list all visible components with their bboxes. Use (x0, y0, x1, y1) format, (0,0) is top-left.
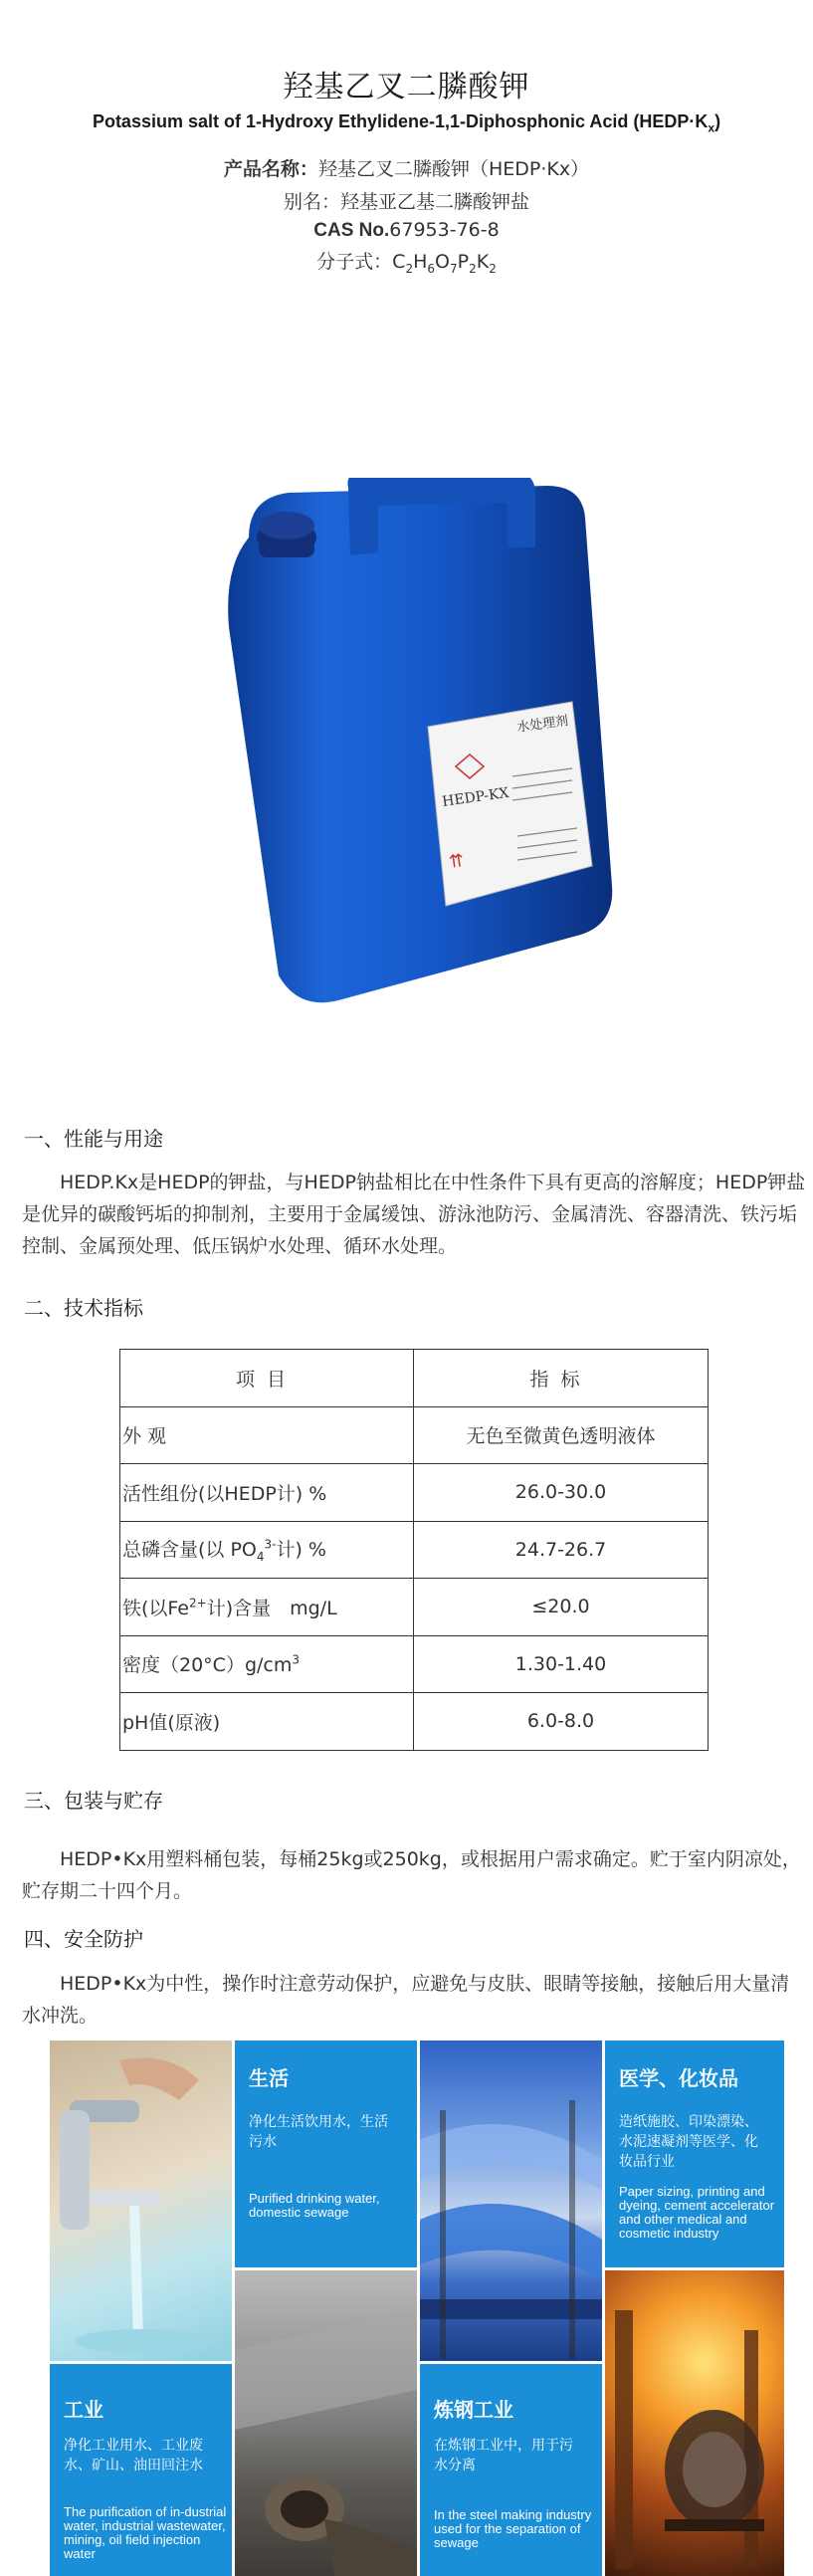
photo-faucet (50, 2040, 232, 2361)
tile-medical-title: 医学、化妆品 (619, 2066, 738, 2090)
row-value: 6.0-8.0 (414, 1693, 709, 1751)
page-title: 羟基乙叉二膦酸钾 (283, 70, 530, 105)
formula-h: H (413, 251, 428, 273)
tile-steel (420, 2364, 602, 2576)
formula-k: K (476, 251, 490, 273)
row-item-pre: 总磷含量(以 PO (122, 1539, 257, 1562)
section-usage-body: HEDP.Kx是HEDP的钾盐，与HEDP钠盐相比在中性条件下具有更高的溶解度；HEDP钾盐是优异的碳酸钙垢的抑制剂，主要用于金属缓蚀、游泳池防污、金属清洗、容器清洗、铁污垢控制、金属预处理、低压锅炉水处理、循环水处理。 (22, 1172, 806, 1257)
tile-living-cn: 净化生活饮用水，生活污水 (249, 2114, 388, 2150)
product-name-label: 产品名称： (223, 158, 318, 180)
furnace-icon (605, 2270, 784, 2576)
row-value: 24.7-26.7 (414, 1521, 709, 1579)
pipe-outflow-icon (235, 2270, 417, 2576)
formula-line (0, 247, 813, 276)
subtitle-close: ) (714, 111, 721, 131)
fabric-rolls-icon (420, 2040, 602, 2361)
alias-line (0, 187, 813, 214)
row-value: 26.0-30.0 (414, 1464, 709, 1522)
photo-dyeing (420, 2040, 602, 2361)
product-name-line (0, 154, 813, 181)
tile-industry-title: 工业 (64, 2398, 103, 2422)
alias-value: 羟基亚乙基二膦酸钾盐 (340, 191, 530, 213)
section-packaging-title: 三、包装与贮存 (24, 1789, 163, 1813)
photo-steel (605, 2270, 784, 2576)
row-item (120, 1635, 414, 1693)
row-item-sup: 2+ (189, 1596, 207, 1610)
row-item: 外 观 (120, 1406, 414, 1464)
section-usage-text (22, 1167, 808, 1262)
spec-table (119, 1349, 709, 1751)
table-header-value: 指标 (414, 1350, 709, 1407)
cas-value: 67953-76-8 (389, 219, 500, 241)
table-row (120, 1406, 709, 1464)
section-packaging-body: HEDP•Kx用塑料桶包装，每桶25kg或250kg，或根据用户需求确定。贮于室内阴凉处，贮存期二十四个月。 (22, 1848, 801, 1902)
tile-steel-title: 炼钢工业 (434, 2398, 513, 2422)
formula-h-n: 6 (427, 261, 436, 276)
tile-industry-en: The purification of in-dustrial water, industrial wastewater, mining, oil field injection water (64, 2504, 227, 2561)
table-row (120, 1635, 709, 1693)
formula-p-n: 2 (469, 261, 477, 276)
drum-label-title: 水处理剂 (515, 713, 570, 736)
row-value: 1.30-1.40 (414, 1635, 709, 1693)
tile-medical-cn: 造纸施胶、印染漂染、水泥速凝剂等医学、化妆品行业 (619, 2114, 758, 2170)
application-tiles (50, 2040, 784, 2576)
row-value: 无色至微黄色透明液体 (414, 1406, 709, 1464)
faucet-icon (50, 2040, 232, 2361)
drum-label-name: HEDP-KX (441, 784, 510, 810)
table-row (120, 1693, 709, 1751)
section-packaging-text (22, 1843, 808, 1907)
cas-line (0, 219, 813, 242)
tile-living-en: Purified drinking water, domestic sewage (249, 2191, 380, 2220)
product-drum-image (219, 478, 637, 1015)
row-item (120, 1521, 414, 1579)
subtitle-sub: x (708, 120, 715, 135)
formula (392, 251, 497, 276)
product-name-value: 羟基乙叉二膦酸钾（HEDP·Kx） (317, 158, 590, 180)
table-row (120, 1521, 709, 1579)
table-header-row (120, 1350, 709, 1407)
row-item (120, 1579, 414, 1636)
row-item: pH值(原液) (120, 1693, 414, 1751)
row-item-pre: 铁(以Fe (122, 1597, 189, 1619)
tile-living (235, 2040, 417, 2267)
section-spec-title: 二、技术指标 (24, 1296, 143, 1320)
section-safety-title: 四、安全防护 (24, 1927, 143, 1951)
formula-p: P (457, 251, 470, 273)
tile-industry (50, 2364, 232, 2576)
tile-medical-en: Paper sizing, printing and dyeing, cement accelerator and other medical and cosmetic industry (619, 2184, 775, 2241)
row-item-post: 计) % (276, 1539, 326, 1562)
formula-k-n: 2 (489, 261, 497, 276)
svg-text:⇈: ⇈ (447, 850, 466, 873)
tile-living-title: 生活 (249, 2066, 289, 2090)
tile-steel-cn: 在炼钢工业中，用于污水分离 (434, 2438, 573, 2473)
tile-medical (605, 2040, 784, 2267)
row-item-sup: 3 (292, 1652, 301, 1667)
subtitle-text: Potassium salt of 1-Hydroxy Ethylidene-1,1-Diphosphonic Acid (HEDP·K (92, 111, 709, 131)
row-value: ≤20.0 (414, 1579, 709, 1636)
formula-c-n: 2 (405, 261, 414, 276)
section-usage-title: 一、性能与用途 (24, 1127, 163, 1151)
formula-c: C (392, 251, 406, 273)
photo-mining (235, 2270, 417, 2576)
formula-o-n: 7 (449, 261, 458, 276)
page-subtitle (0, 111, 813, 135)
formula-o: O (435, 251, 450, 273)
row-item-pre: 密度（20°C）g/cm (122, 1654, 293, 1677)
section-safety-text (22, 1968, 808, 2032)
section-safety-body: HEDP•Kx为中性，操作时注意劳动保护，应避免与皮肤、眼睛等接触，接触后用大量清水冲洗。 (22, 1973, 790, 2027)
row-item: 活性组份(以HEDP计) % (120, 1464, 414, 1522)
table-header-item: 项目 (120, 1350, 414, 1407)
table-row (120, 1464, 709, 1522)
tile-steel-en: In the steel making industry used for the separation of sewage (434, 2507, 592, 2550)
tile-industry-cn: 净化工业用水、工业废水、矿山、油田回注水 (64, 2438, 203, 2473)
row-item-sup: 3- (264, 1538, 277, 1553)
alias-label: 别名： (283, 191, 340, 213)
formula-label: 分子式： (316, 251, 393, 273)
table-row (120, 1579, 709, 1636)
row-item-sub: 4 (256, 1550, 265, 1565)
row-item-post: 计)含量 mg/L (206, 1597, 337, 1619)
cas-label: CAS No. (313, 220, 390, 241)
